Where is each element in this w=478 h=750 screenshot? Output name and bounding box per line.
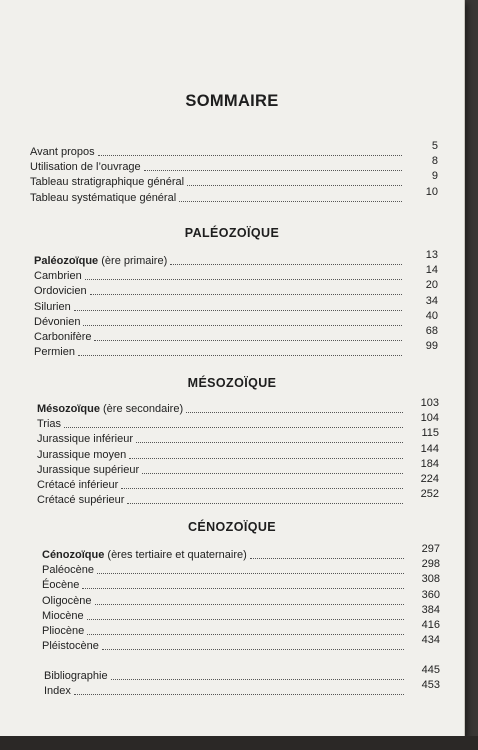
toc-page-number: 360	[421, 588, 440, 601]
toc-page-number: 13	[425, 249, 438, 261]
dot-leader	[74, 691, 404, 695]
dot-leader	[90, 291, 402, 295]
toc-entry-label: Tableau systématique général	[30, 191, 177, 204]
toc-entry-label: Jurassique supérieur	[37, 463, 140, 476]
dot-leader	[144, 167, 402, 171]
dot-leader	[187, 182, 402, 186]
toc-entry	[37, 488, 439, 509]
toc-entry-label	[34, 255, 167, 267]
toc-entry-label: Jurassique inférieur	[37, 433, 133, 446]
toc-entry	[30, 185, 438, 207]
toc-page-number: 104	[420, 412, 439, 425]
toc-page-number: 445	[421, 664, 440, 676]
toc-page-number: 14	[425, 264, 438, 277]
toc-entry-label: Jurassique moyen	[37, 448, 127, 461]
dot-leader	[102, 646, 404, 650]
toc-entry	[42, 618, 440, 640]
toc-entry	[34, 324, 438, 346]
toc-entry-label: Ordovicien	[34, 285, 87, 298]
toc-entry-label: Pléistocène	[42, 640, 99, 653]
dot-leader	[111, 676, 404, 680]
toc-page-number: 308	[421, 573, 440, 586]
toc-entry-label: Avant propos	[30, 146, 95, 158]
toc-entry	[42, 634, 440, 655]
toc-page-number: 8	[431, 155, 438, 168]
toc-page-number: 297	[421, 543, 440, 555]
toc-entry	[42, 558, 440, 579]
toc-page-number: 224	[420, 472, 439, 485]
toc-entry-label: Permien	[34, 346, 75, 359]
dot-leader	[87, 631, 404, 635]
dot-leader	[127, 500, 403, 504]
section-heading-paleozoique: PALÉOZOÏQUE	[184, 226, 280, 240]
toc-page-number: 68	[425, 324, 438, 337]
toc-era-name: Paléozoïque	[34, 255, 99, 267]
toc-page-number: 9	[431, 170, 438, 183]
toc-era-subtitle: (ère primaire)	[98, 255, 168, 267]
toc-entry	[44, 679, 440, 700]
toc-entry	[34, 264, 438, 285]
toc-era-name: Mésozoïque	[37, 403, 100, 415]
toc-entry	[34, 279, 438, 300]
toc-entry-label: Oligocène	[42, 594, 92, 607]
toc-entry-label: Silurien	[34, 300, 71, 313]
toc-entry	[37, 472, 439, 494]
toc-entry	[44, 664, 440, 685]
dot-leader	[142, 470, 403, 474]
toc-entry-label: Carbonifère	[34, 330, 92, 343]
dot-leader	[74, 307, 402, 311]
toc-page-number: 5	[431, 140, 438, 152]
toc-entry-label	[42, 549, 247, 561]
toc-page-number: 184	[420, 457, 439, 470]
dot-leader	[170, 261, 402, 265]
dot-leader	[250, 555, 404, 559]
toc-entry-label: Paléocène	[42, 564, 94, 577]
page-title: SOMMAIRE	[185, 92, 279, 110]
toc-entry-label: Cambrien	[34, 270, 82, 283]
toc-page-number: 99	[425, 340, 438, 353]
toc-entry	[30, 140, 438, 161]
dot-leader	[136, 439, 403, 443]
back-matter-toc	[44, 664, 440, 700]
toc-era-subtitle: (ère secondaire)	[99, 403, 184, 415]
toc-entry	[30, 155, 438, 176]
toc-era-name: Cénozoïque	[42, 549, 105, 561]
dot-leader	[179, 198, 402, 202]
toc-era-entry	[42, 543, 440, 564]
toc-page-number: 434	[421, 634, 440, 647]
toc-page-number: 115	[421, 427, 439, 440]
section-heading-mesozoique: MÉSOZOÏQUE	[187, 376, 277, 390]
toc-entry	[37, 427, 439, 448]
toc-entry-label: Dévonien	[34, 315, 81, 328]
dot-leader	[87, 616, 404, 620]
toc-entry	[34, 340, 438, 361]
toc-page-number: 40	[425, 309, 438, 322]
toc-page-number: 144	[420, 442, 439, 455]
section-toc-mesozoique	[37, 397, 439, 509]
toc-entry-label: Éocène	[42, 579, 80, 592]
toc-page-number: 298	[421, 558, 440, 571]
dot-leader	[95, 601, 404, 605]
dot-leader	[78, 352, 402, 356]
dot-leader	[82, 585, 404, 589]
toc-page-number: 384	[421, 603, 440, 616]
toc-page-number: 34	[425, 294, 438, 307]
toc-entry-label	[37, 403, 183, 415]
toc-page-number: 20	[425, 279, 438, 292]
dot-leader	[97, 570, 404, 574]
dot-leader	[121, 485, 403, 489]
toc-page-number: 10	[425, 185, 438, 198]
dot-leader	[129, 455, 403, 459]
toc-entry-label: Trias	[37, 418, 62, 431]
section-heading-cenozoique: CÉNOZOÏQUE	[187, 520, 277, 534]
toc-entry-label: Pliocène	[42, 624, 85, 637]
toc-entry-label: Utilisation de l’ouvrage	[30, 161, 141, 174]
toc-entry-label: Crétacé supérieur	[37, 494, 125, 507]
toc-page-number: 103	[420, 397, 439, 409]
toc-era-entry	[37, 397, 439, 418]
dot-leader	[94, 337, 402, 341]
dot-leader	[64, 424, 403, 428]
dot-leader	[83, 322, 402, 326]
toc-entry-label: Index	[44, 685, 71, 698]
section-toc-cenozoique	[42, 543, 440, 655]
toc-entry-label: Miocène	[42, 609, 84, 622]
dot-leader	[85, 276, 402, 280]
toc-entry	[37, 412, 439, 433]
toc-page-number: 453	[421, 679, 440, 692]
dot-leader	[186, 409, 403, 413]
section-toc-paleozoique	[34, 249, 438, 361]
toc-era-entry	[34, 249, 438, 270]
background-surface	[0, 736, 478, 750]
toc-era-subtitle: (ères tertiaire et quaternaire)	[104, 549, 247, 561]
toc-page-number: 416	[421, 618, 440, 631]
toc-entry-label: Tableau stratigraphique général	[30, 176, 185, 189]
dot-leader	[98, 152, 402, 156]
toc-entry	[42, 573, 440, 594]
toc-entry-label: Bibliographie	[44, 670, 108, 682]
toc-page-number: 252	[420, 488, 439, 501]
toc-entry	[30, 170, 438, 191]
intro-toc	[30, 140, 438, 207]
toc-entry-label: Crétacé inférieur	[37, 478, 119, 491]
